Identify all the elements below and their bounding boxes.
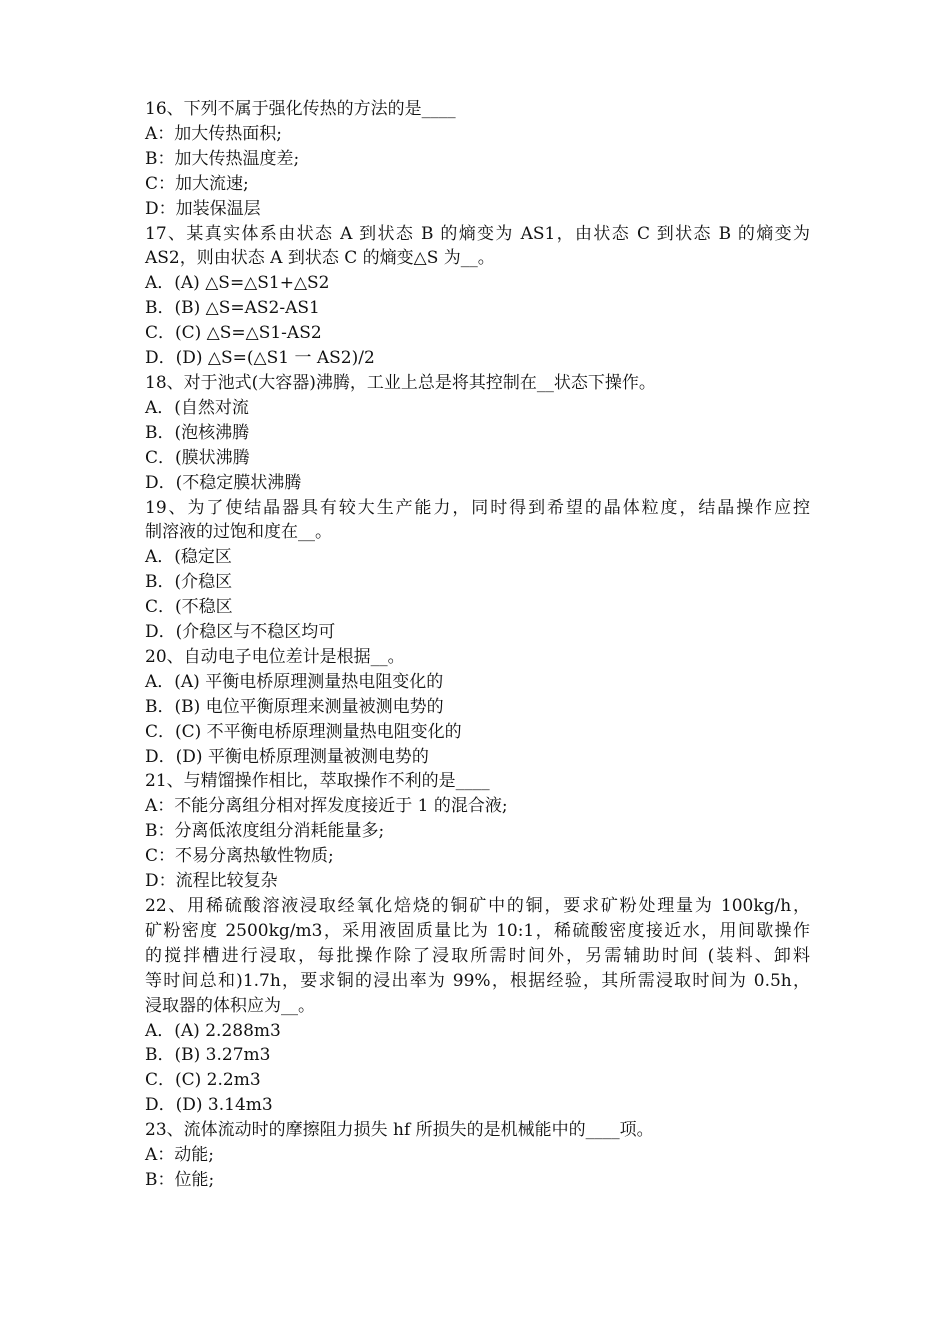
question-16	[145, 97, 810, 222]
option-b: B：位能;	[145, 1169, 215, 1190]
question-19	[145, 496, 810, 645]
question-stem: 21、与精馏操作相比，萃取操作不利的是____	[145, 771, 490, 792]
question-20	[145, 645, 810, 770]
question-stem: 22、用稀硫酸溶液浸取经氧化焙烧的铜矿中的铜，要求矿粉处理量为 100kg/h，	[145, 896, 810, 916]
question-stem-continued: 制溶液的过饱和度在__。	[145, 522, 332, 543]
question-stem-continued: 等时间总和)1.7h，要求铜的浸出率为 99%，根据经验，其所需浸取时间为 0.5h，	[145, 970, 810, 991]
option-d: D．(不稳定膜状沸腾	[145, 472, 302, 493]
question-stem-continued: 浸取器的体积应为__。	[145, 995, 315, 1016]
option-b: B．(介稳区	[145, 572, 233, 593]
option-d: D．(D) 平衡电桥原理测量被测电势的	[145, 746, 429, 767]
option-b: B：分离低浓度组分消耗能量多;	[145, 821, 385, 842]
option-d: D．(介稳区与不稳区均可	[145, 622, 336, 643]
question-stem: 19、为了使结晶器具有较大生产能力，同时得到希望的晶体粒度，结晶操作应控	[145, 497, 810, 518]
question-stem-continued: 矿粉密度 2500kg/m3，采用液固质量比为 10:1，稀硫酸密度接近水，用间歇操作	[145, 920, 810, 941]
option-c: C．(C) 2.2m3	[145, 1070, 261, 1091]
question-stem: 23、流体流动时的摩擦阻力损失 hf 所损失的是机械能中的____项。	[145, 1120, 654, 1141]
option-d: D：流程比较复杂	[145, 871, 278, 892]
option-a: A：不能分离组分相对挥发度接近于 1 的混合液;	[145, 796, 508, 817]
option-a: A．(A) 平衡电桥原理测量热电阻变化的	[145, 671, 444, 692]
question-stem: 20、自动电子电位差计是根据__。	[145, 646, 405, 667]
option-d: D．(D) △S=(△S1 一 AS2)/2	[145, 348, 375, 369]
option-b: B：加大传热温度差;	[145, 148, 300, 169]
question-17	[145, 222, 810, 371]
question-23	[145, 1118, 810, 1193]
option-a: A．(A) △S=△S1+△S2	[145, 273, 330, 294]
option-c: C．(膜状沸腾	[145, 447, 250, 468]
question-stem: 16、下列不属于强化传热的方法的是____	[145, 99, 456, 119]
option-d: D：加装保温层	[145, 198, 261, 219]
question-stem-continued: 的搅拌槽进行浸取，每批操作除了浸取所需时间外，另需辅助时间 (装料、卸料	[145, 945, 810, 966]
question-stem: 17、某真实体系由状态 A 到状态 B 的熵变为 AS1，由状态 C 到状态 B 的熵变为	[145, 223, 810, 244]
option-a: A．(A) 2.288m3	[145, 1020, 281, 1041]
option-d: D．(D) 3.14m3	[145, 1095, 273, 1116]
option-c: C．(C) △S=△S1-AS2	[145, 323, 322, 344]
option-c: C：不易分离热敏性物质;	[145, 846, 334, 867]
document-page	[145, 97, 810, 1193]
option-b: B．(B) △S=AS2-AS1	[145, 298, 320, 319]
option-b: B．(B) 电位平衡原理来测量被测电势的	[145, 696, 444, 717]
question-22	[145, 894, 810, 1118]
option-a: A：动能;	[145, 1145, 215, 1166]
question-stem: 18、对于池式(大容器)沸腾，工业上总是将其控制在__状态下操作。	[145, 372, 656, 393]
question-stem-continued: AS2，则由状态 A 到状态 C 的熵变△S 为__。	[145, 248, 495, 269]
option-b: B．(泡核沸腾	[145, 422, 250, 443]
option-a: A．(自然对流	[145, 397, 249, 418]
question-21	[145, 769, 810, 894]
option-a: A：加大传热面积;	[145, 123, 283, 144]
question-18	[145, 371, 810, 496]
option-c: C．(不稳区	[145, 597, 233, 618]
option-c: C．(C) 不平衡电桥原理测量热电阻变化的	[145, 721, 462, 742]
option-b: B．(B) 3.27m3	[145, 1045, 271, 1066]
option-a: A．(稳定区	[145, 547, 232, 568]
option-c: C：加大流速;	[145, 173, 249, 194]
